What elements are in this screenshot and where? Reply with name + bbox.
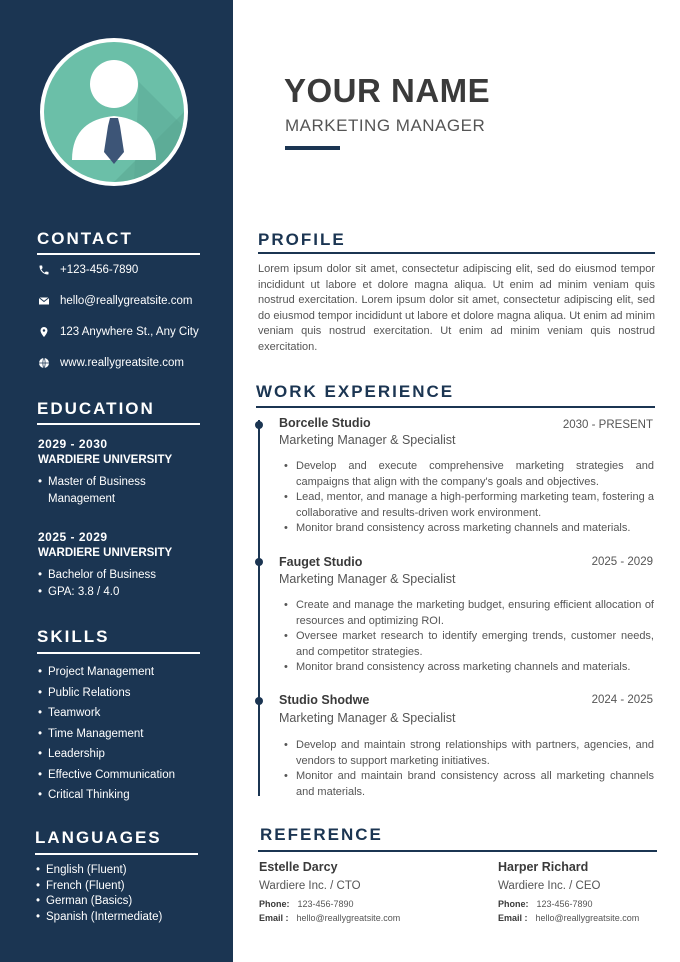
list-item: • Create and manage the marketing budget, ensuring efficient allocation of resources and optimizing ROI. bbox=[284, 598, 654, 629]
reference-email-label: Email : bbox=[259, 913, 289, 923]
reference-name: Estelle Darcy bbox=[259, 860, 338, 874]
reference-phone-label: Phone: bbox=[259, 899, 290, 909]
education-school: WARDIERE UNIVERSITY bbox=[38, 547, 173, 559]
profile-heading: PROFILE bbox=[258, 230, 346, 249]
skills-list bbox=[38, 662, 175, 806]
contact-heading: CONTACT bbox=[37, 229, 133, 248]
profile-divider bbox=[258, 252, 655, 254]
list-item: • GPA: 3.8 / 4.0 bbox=[38, 584, 156, 601]
education-years: 2025 - 2029 bbox=[38, 530, 108, 544]
timeline-dot bbox=[255, 558, 263, 566]
reference-phone-label: Phone: bbox=[498, 899, 529, 909]
skills-heading: SKILLS bbox=[37, 627, 110, 646]
reference-company: Wardiere Inc. / CTO bbox=[259, 880, 361, 892]
contact-address bbox=[37, 325, 199, 339]
education-details bbox=[38, 567, 156, 601]
reference-divider bbox=[258, 850, 657, 852]
list-item: • Critical Thinking bbox=[38, 785, 175, 806]
education-divider bbox=[37, 423, 200, 425]
list-item: • Oversee market research to identify emerging trends, customer needs, and competitor strategies. bbox=[284, 629, 654, 660]
contact-phone bbox=[37, 263, 138, 277]
list-item: • Monitor brand consistency across marketing channels and materials. bbox=[284, 521, 654, 537]
list-item: • Develop and execute comprehensive marketing strategies and campaigns that align with the company's goals and objectives. bbox=[284, 459, 654, 490]
reference-phone bbox=[259, 899, 354, 909]
job-company: Studio Shodwe bbox=[279, 693, 370, 707]
job-bullets bbox=[284, 738, 654, 800]
list-item: • French (Fluent) bbox=[36, 879, 162, 895]
sidebar bbox=[0, 0, 233, 962]
profile-text: Lorem ipsum dolor sit amet, consectetur adipiscing elit, sed do eiusmod tempor incididunt ut labore et dolore magna aliqua. Ut enim ad minim veniam quis nostrud exercitation. Lorem ipsum dolor sit amet, consectetur adipiscing elit, sed do eiusmod tempor incididunt ut labore et dolore magna aliqua. Ut enim ad minim veniam quis nostrud exercitation. Ut enim ad minim veniam quis nostrud exercitation. bbox=[258, 263, 655, 353]
job-role: Marketing Manager & Specialist bbox=[279, 433, 456, 447]
languages-heading: LANGUAGES bbox=[35, 828, 162, 847]
location-pin-icon bbox=[37, 325, 51, 339]
list-item: • Develop and maintain strong relationships with partners, agencies, and vendors to support marketing initiatives. bbox=[284, 738, 654, 769]
mail-icon bbox=[37, 294, 51, 308]
reference-heading: REFERENCE bbox=[260, 825, 383, 844]
languages-divider bbox=[35, 853, 198, 855]
timeline-dot bbox=[255, 421, 263, 429]
experience-heading: WORK EXPERIENCE bbox=[256, 382, 455, 401]
list-item: • Lead, mentor, and manage a high-performing marketing team, fostering a collaborative and results-driven work environment. bbox=[284, 490, 654, 521]
job-role: Marketing Manager & Specialist bbox=[279, 711, 456, 725]
globe-icon bbox=[37, 356, 51, 370]
list-item: • Time Management bbox=[38, 724, 175, 745]
job-dates: 2025 - 2029 bbox=[591, 556, 653, 568]
reference-email bbox=[259, 913, 400, 923]
contact-website bbox=[37, 356, 184, 370]
list-item: • Master of Business Management bbox=[38, 474, 188, 508]
list-item: • Effective Communication bbox=[38, 765, 175, 786]
list-item: • Project Management bbox=[38, 662, 175, 683]
list-item: • Monitor brand consistency across marketing channels and materials. bbox=[284, 660, 654, 676]
skills-divider bbox=[37, 652, 200, 654]
reference-phone-value[interactable]: 123-456-7890 bbox=[536, 899, 593, 909]
reference-phone-value[interactable]: 123-456-7890 bbox=[297, 899, 354, 909]
education-years: 2029 - 2030 bbox=[38, 437, 108, 451]
list-item: • German (Basics) bbox=[36, 894, 162, 910]
resume-job-title: MARKETING MANAGER bbox=[285, 116, 486, 135]
experience-divider bbox=[256, 406, 655, 408]
list-item: • Spanish (Intermediate) bbox=[36, 910, 162, 926]
reference-name: Harper Richard bbox=[498, 860, 589, 874]
title-accent-bar bbox=[285, 146, 340, 150]
contact-address-text: 123 Anywhere St., Any City bbox=[60, 326, 199, 338]
job-dates: 2030 - PRESENT bbox=[562, 419, 653, 431]
avatar bbox=[40, 38, 188, 186]
education-school: WARDIERE UNIVERSITY bbox=[38, 454, 173, 466]
list-item: • Monitor and maintain brand consistency across all marketing channels and materials. bbox=[284, 769, 654, 800]
job-company: Borcelle Studio bbox=[279, 416, 371, 430]
resume-name: YOUR NAME bbox=[284, 72, 491, 109]
user-avatar-icon bbox=[44, 42, 184, 182]
list-item: • Leadership bbox=[38, 744, 175, 765]
reference-email-value[interactable]: hello@reallygreatsite.com bbox=[296, 913, 401, 923]
list-item: • Bachelor of Business bbox=[38, 567, 156, 584]
reference-company: Wardiere Inc. / CEO bbox=[498, 880, 601, 892]
contact-website-text[interactable]: www.reallygreatsite.com bbox=[60, 357, 184, 369]
reference-phone bbox=[498, 899, 593, 909]
reference-email bbox=[498, 913, 639, 923]
experience-timeline bbox=[258, 420, 260, 796]
languages-list bbox=[36, 863, 162, 925]
education-heading: EDUCATION bbox=[37, 399, 155, 418]
job-company: Fauget Studio bbox=[279, 555, 363, 569]
list-item: • Teamwork bbox=[38, 703, 175, 724]
contact-email-text[interactable]: hello@reallygreatsite.com bbox=[60, 295, 193, 307]
education-details bbox=[38, 474, 188, 508]
timeline-dot bbox=[255, 697, 263, 705]
reference-email-label: Email : bbox=[498, 913, 528, 923]
contact-divider bbox=[37, 253, 200, 255]
phone-icon bbox=[37, 263, 51, 277]
job-role: Marketing Manager & Specialist bbox=[279, 572, 456, 586]
job-dates: 2024 - 2025 bbox=[591, 694, 653, 706]
contact-email bbox=[37, 294, 192, 308]
list-item: • English (Fluent) bbox=[36, 863, 162, 879]
job-bullets bbox=[284, 598, 654, 676]
job-bullets bbox=[284, 459, 654, 537]
contact-phone-text[interactable]: +123-456-7890 bbox=[60, 264, 139, 276]
reference-email-value[interactable]: hello@reallygreatsite.com bbox=[535, 913, 640, 923]
list-item: • Public Relations bbox=[38, 683, 175, 704]
